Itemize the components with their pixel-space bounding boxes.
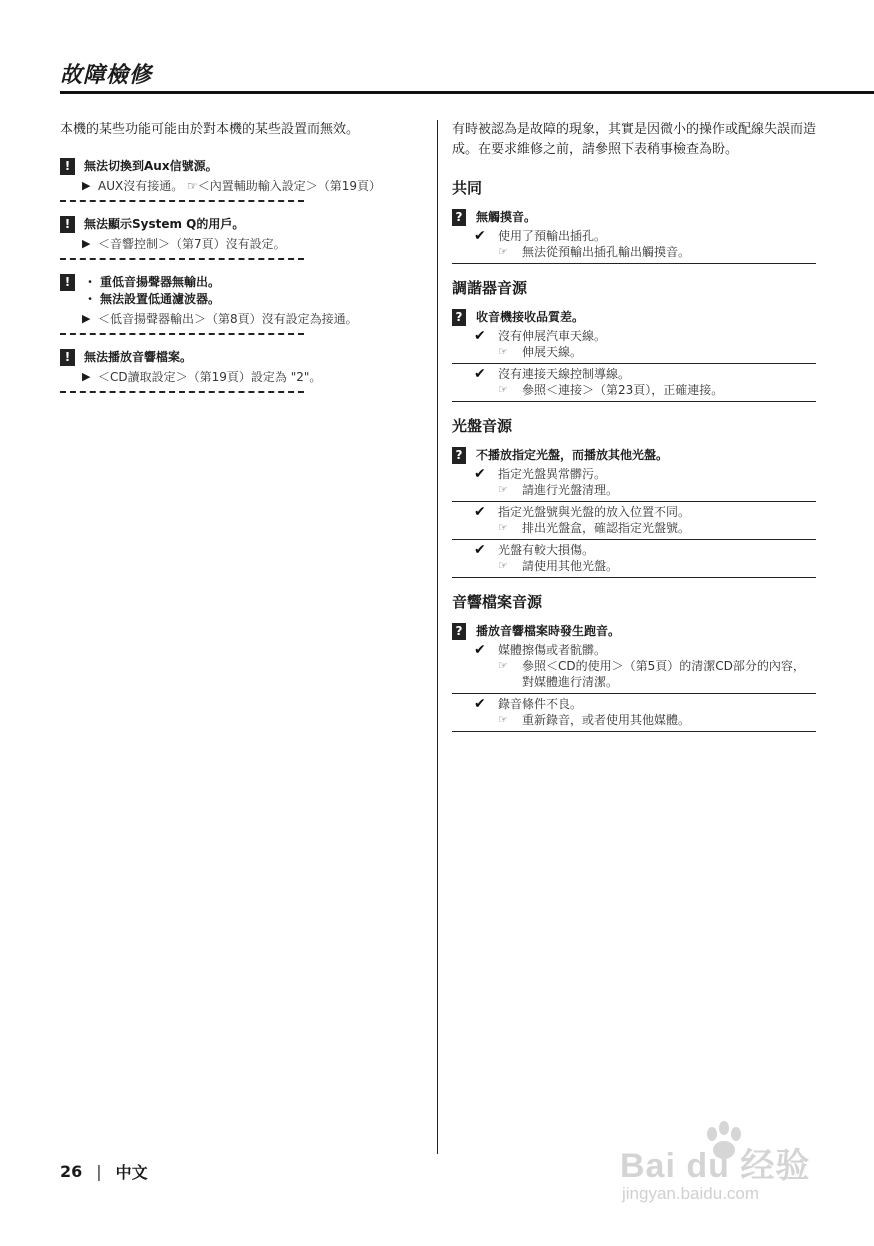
fix-text: ＜音響控制＞（第7頁）沒有設定。 <box>98 237 286 251</box>
dashed-divider <box>60 258 304 260</box>
cause-block <box>452 504 816 540</box>
issue-heading <box>60 158 420 175</box>
question-icon: ? <box>452 209 466 226</box>
issue-title: 無法顯示System Q的用戶。 <box>84 217 245 231</box>
troubleshoot-section <box>452 416 816 578</box>
watermark-brand: Bai du 经验 <box>620 1147 811 1185</box>
cause-text: 使用了預輸出插孔。 <box>498 229 607 243</box>
problem-text: 播放音響檔案時發生跑音。 <box>476 624 621 638</box>
troubleshoot-section <box>452 592 816 732</box>
arrow-right-icon: ▶ <box>82 312 91 325</box>
cause-row <box>452 466 816 482</box>
cause-row <box>452 642 816 658</box>
checkmark-icon: ✔ <box>474 642 486 658</box>
right-column <box>452 120 816 746</box>
checkmark-icon: ✔ <box>474 466 486 482</box>
issue-title: 無法播放音響檔案。 <box>84 350 193 364</box>
remedy-row <box>452 382 816 398</box>
checkmark-icon: ✔ <box>474 696 486 712</box>
cause-row <box>452 696 816 712</box>
page-number: 26 <box>60 1162 83 1181</box>
left-intro: 本機的某些功能可能由於對本機的某些設置而無效。 <box>60 122 360 137</box>
remedy-text: 重新錄音，或者使用其他媒體。 <box>522 713 691 727</box>
warning-icon: ! <box>60 274 75 291</box>
cause-block <box>452 328 816 364</box>
problem-row <box>452 446 816 464</box>
cause-block <box>452 696 816 732</box>
issue-heading <box>60 216 420 233</box>
cause-text: 沒有伸展汽車天線。 <box>498 329 607 343</box>
remedy-row <box>452 558 816 574</box>
title-rule <box>60 91 874 94</box>
issue-item <box>60 158 420 202</box>
issue-title: 無法切換到Aux信號源。 <box>84 159 218 173</box>
cause-row <box>452 504 816 520</box>
issue-fix <box>60 178 420 194</box>
cause-text: 錄音條件不良。 <box>498 697 583 711</box>
cause-text: 指定光盤異常髒污。 <box>498 467 607 481</box>
warning-icon: ! <box>60 216 75 233</box>
problem-row <box>452 308 816 326</box>
remedy-text: 排出光盤盒，確認指定光盤號。 <box>522 521 691 535</box>
issue-item <box>60 216 420 260</box>
cause-row <box>452 542 816 558</box>
checkmark-icon: ✔ <box>474 366 486 382</box>
problem-row <box>452 208 816 226</box>
right-intro: 有時被認為是故障的現象，其實是因微小的操作或配線失誤而造成。在要求維修之前，請參照下表稍事檢查為盼。 <box>452 122 817 157</box>
pointing-hand-icon: ☞ <box>498 483 508 496</box>
question-icon: ? <box>452 447 466 464</box>
fix-text: ＜低音揚聲器輸出＞（第8頁）沒有設定為接通。 <box>98 312 358 326</box>
pointing-hand-icon: ☞ <box>498 245 508 258</box>
issue-item <box>60 274 420 335</box>
issue-heading <box>60 349 420 366</box>
remedy-text: 參照＜連接＞（第23頁），正確連接。 <box>522 383 724 397</box>
remedy-row <box>452 658 816 690</box>
pointing-hand-icon: ☞ <box>498 345 508 358</box>
section-heading: 光盤音源 <box>452 417 513 435</box>
pointing-hand-icon: ☞ <box>498 659 508 672</box>
arrow-right-icon: ▶ <box>82 179 91 192</box>
remedy-row <box>452 244 816 260</box>
pointing-hand-icon: ☞ <box>498 713 508 726</box>
cause-block <box>452 366 816 402</box>
dashed-divider <box>60 200 304 202</box>
cause-text: 指定光盤號與光盤的放入位置不同。 <box>498 505 691 519</box>
remedy-text: 伸展天線。 <box>522 345 583 359</box>
watermark-url: jingyan.baidu.com <box>622 1184 760 1203</box>
remedy-text: 無法從預輸出插孔輸出觸摸音。 <box>522 245 691 259</box>
issue-title: ・ 重低音揚聲器無輸出。 <box>84 274 220 291</box>
issue-title-list <box>84 274 220 308</box>
troubleshoot-section <box>452 278 816 402</box>
left-column <box>60 120 420 407</box>
page-footer <box>60 1160 148 1183</box>
problem-text: 收音機接收品質差。 <box>476 310 585 324</box>
issue-item <box>60 349 420 393</box>
question-icon: ? <box>452 623 466 640</box>
fix-text: AUX沒有接通。 ☞＜內置輔助輸入設定＞（第19頁） <box>98 179 382 193</box>
warning-icon: ! <box>60 349 75 366</box>
remedy-row <box>452 344 816 360</box>
cause-row <box>452 328 816 344</box>
cause-text: 光盤有較大損傷。 <box>498 543 595 557</box>
question-icon: ? <box>452 309 466 326</box>
pointing-hand-icon: ☞ <box>498 521 508 534</box>
troubleshoot-section <box>452 178 816 264</box>
warning-icon: ! <box>60 158 75 175</box>
remedy-row <box>452 520 816 536</box>
remedy-row <box>452 482 816 498</box>
dashed-divider <box>60 391 304 393</box>
footer-language: 中文 <box>115 1163 148 1182</box>
checkmark-icon: ✔ <box>474 542 486 558</box>
cause-block <box>452 466 816 502</box>
checkmark-icon: ✔ <box>474 328 486 344</box>
pointing-hand-icon: ☞ <box>498 383 508 396</box>
baidu-watermark <box>620 1120 830 1220</box>
remedy-text: 請使用其他光盤。 <box>522 559 619 573</box>
column-divider <box>437 120 438 1154</box>
issue-heading <box>60 274 420 308</box>
issue-fix <box>60 369 420 385</box>
cause-row <box>452 366 816 382</box>
cause-block <box>452 642 816 694</box>
page-title: 故障檢修 <box>60 63 153 88</box>
checkmark-icon: ✔ <box>474 504 486 520</box>
fix-text: ＜CD讀取設定＞（第19頁）設定為 "2"。 <box>98 370 322 384</box>
remedy-text: 參照＜CD的使用＞（第5頁）的清潔CD部分的內容，對媒體進行清潔。 <box>522 659 805 689</box>
arrow-right-icon: ▶ <box>82 370 91 383</box>
section-heading: 調諧器音源 <box>452 279 528 297</box>
cause-row <box>452 228 816 244</box>
pointing-hand-icon: ☞ <box>498 559 508 572</box>
problem-text: 無觸摸音。 <box>476 210 537 224</box>
issue-fix <box>60 236 420 252</box>
issue-fix <box>60 311 420 327</box>
section-heading: 共同 <box>452 179 483 197</box>
cause-block <box>452 542 816 578</box>
cause-block <box>452 228 816 264</box>
arrow-right-icon: ▶ <box>82 237 91 250</box>
remedy-row <box>452 712 816 728</box>
checkmark-icon: ✔ <box>474 228 486 244</box>
problem-row <box>452 622 816 640</box>
section-heading: 音響檔案音源 <box>452 593 543 611</box>
remedy-text: 請進行光盤清理。 <box>522 483 619 497</box>
cause-text: 沒有連接天線控制導線。 <box>498 367 631 381</box>
cause-text: 媒體擦傷或者骯髒。 <box>498 643 607 657</box>
issue-title: ・ 無法設置低通濾波器。 <box>84 291 220 308</box>
dashed-divider <box>60 333 304 335</box>
problem-text: 不播放指定光盤，而播放其他光盤。 <box>476 448 669 462</box>
footer-separator: | <box>96 1162 102 1181</box>
